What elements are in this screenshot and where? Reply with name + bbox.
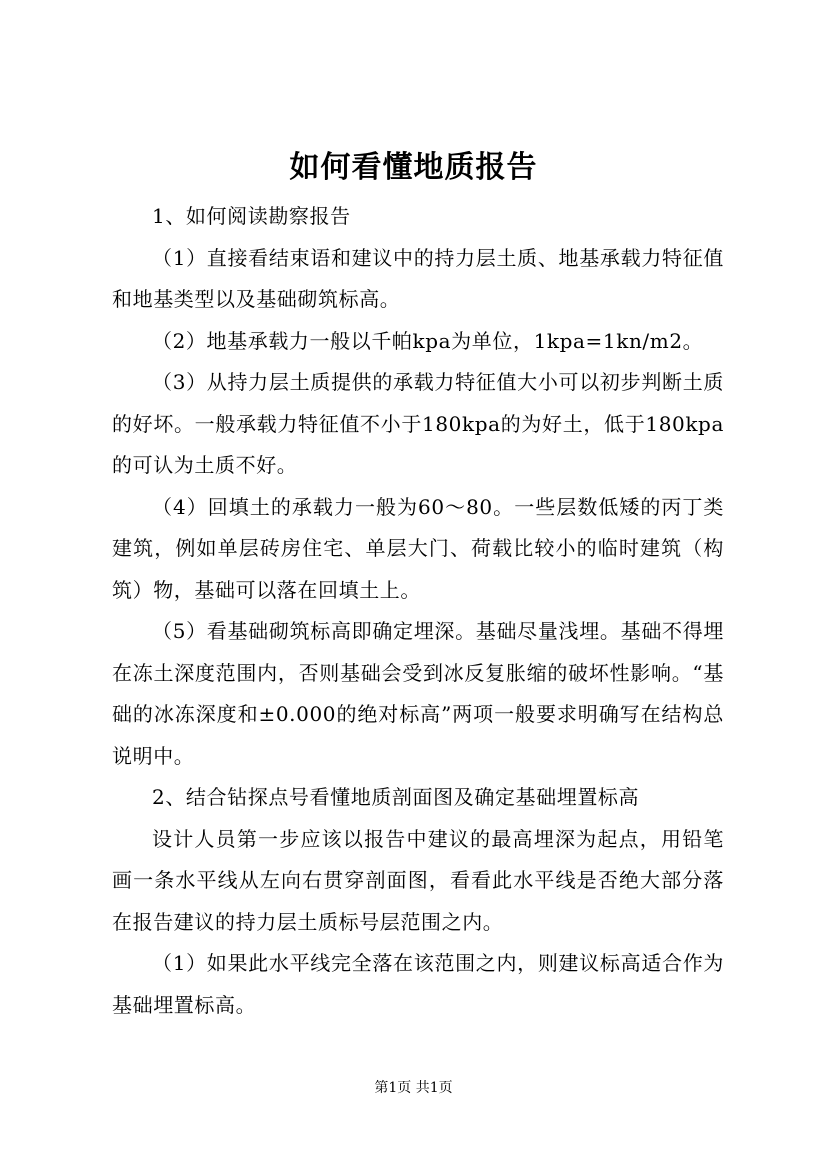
page-footer: 第1页 共1页: [374, 1080, 453, 1096]
paragraph: 2、结合钻探点号看懂地质剖面图及确定基础埋置标高: [152, 785, 640, 809]
document-body: [112, 196, 724, 1026]
paragraph: （3）从持力层土质提供的承载力特征值大小可以初步判断土质的好坏。一般承载力特征值不小于180kpa的为好土，低于180kpa的可认为土质不好。: [112, 370, 724, 477]
paragraph: 1、如何阅读勘察报告: [152, 204, 351, 228]
paragraph: （5）看基础砌筑标高即确定埋深。基础尽量浅埋。基础不得埋在冻土深度范围内，否则基础会受到冰反复胀缩的破坏性影响。“基础的冰冻深度和±0.000的绝对标高”两项一般要求明确写在结构总说明中。: [112, 619, 724, 768]
paragraph: （2）地基承载力一般以千帕kpa为单位，1kpa=1kn/m2。: [152, 328, 704, 353]
paragraph: （1）直接看结束语和建议中的持力层土质、地基承载力特征值和地基类型以及基础砌筑标高。: [112, 245, 724, 311]
document-title: 如何看懂地质报告: [289, 150, 538, 185]
paragraph: 设计人员第一步应该以报告中建议的最高埋深为起点，用铅笔画一条水平线从左向右贯穿剖面图，看看此水平线是否绝大部分落在报告建议的持力层土质标号层范围之内。: [112, 826, 724, 934]
paragraph: （4）回填土的承载力一般为60～80。一些层数低矮的丙丁类建筑，例如单层砖房住宅、单层大门、荷载比较小的临时建筑（构筑）物，基础可以落在回填土上。: [112, 494, 724, 602]
paragraph: （1）如果此水平线完全落在该范围之内，则建议标高适合作为基础埋置标高。: [112, 951, 724, 1017]
